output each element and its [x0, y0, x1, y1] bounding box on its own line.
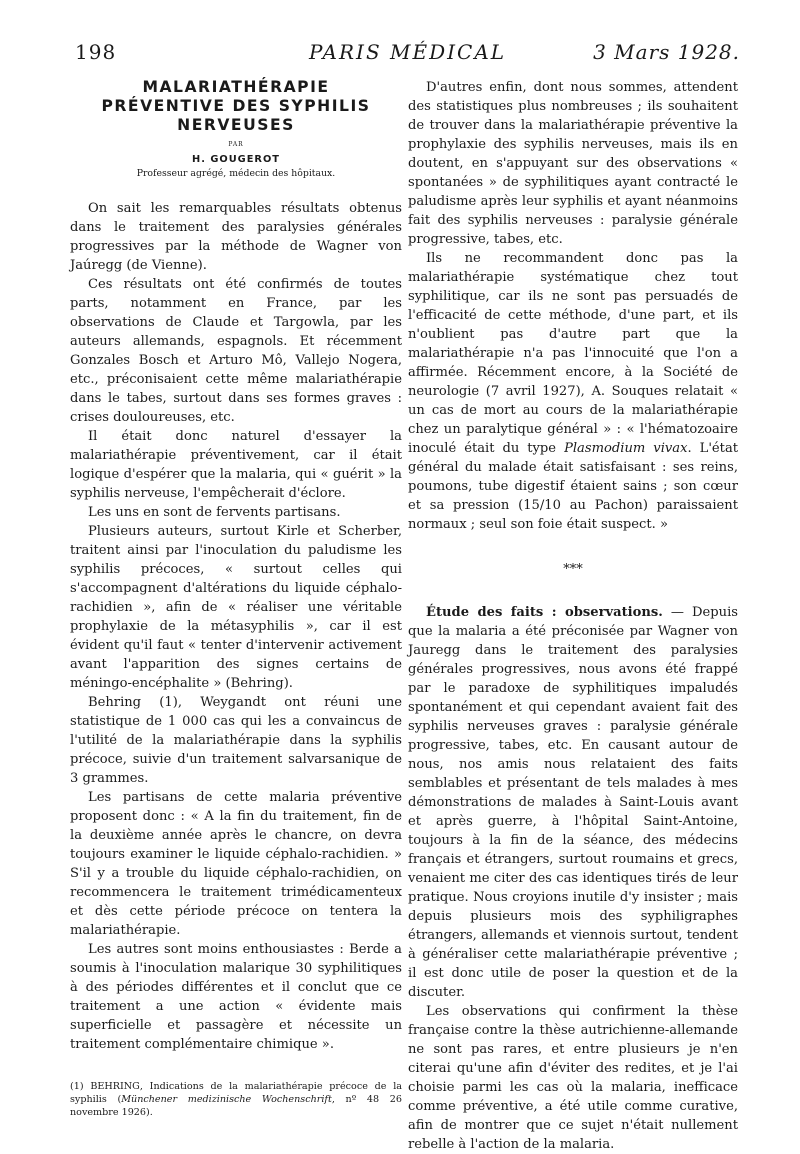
species-name: Plasmodium vivax	[564, 441, 688, 456]
author-affiliation: Professeur agrégé, médecin des hôpitaux.	[136, 168, 336, 179]
section-paragraph	[408, 603, 738, 1002]
footnote-text: , Indications de la malariathérapie précoce de la syphilis (	[70, 1081, 402, 1105]
paragraph-text: Ils ne recommandent donc pas la malariathérapie systématique chez tout syphilitique, car ils ne sont pas persuadés de l'efficacité de cette méthode, d'une part, et ils n'oublient pas d'autre part que la malariathérapie n'a pas l'innocuité que l'on a affirmée. Récemment encore, à la Société de neurologie (7 avril 1927), A. Souques relatait « un cas de mort au cours de la malariathérapie chez un paralytique général » : « l'hématozoaire inoculé était du type	[408, 251, 738, 456]
article-title	[70, 78, 402, 135]
section-separator	[408, 562, 738, 577]
right-column	[408, 78, 738, 1154]
footnote-author: BEHRING	[90, 1081, 140, 1092]
journal-title: PARIS MÉDICAL	[308, 40, 507, 64]
page-number: 198	[75, 40, 117, 64]
separator-asterisks: ***	[563, 562, 583, 577]
paragraph: Behring (1), Weygandt ont réuni une statistique de 1 000 cas qui les a convaincus de l'utilité de la malariathérapie dans la syphilis précoce, suivie d'un traitement salvarsanique de 3 grammes.	[70, 695, 402, 786]
issue-date: 3 Mars 1928.	[593, 40, 740, 64]
paragraph-text: . L'état général du malade était satisfaisant : ses reins, poumons, tube digestif étaient sains ; son cœur et sa pression (15/10 au Pachon) paraissaient normaux ; seul son foie était suspect. »	[408, 441, 739, 532]
quote-paragraph	[408, 249, 738, 534]
by-label: PAR	[228, 141, 244, 148]
title-line: NERVEUSES	[177, 116, 295, 134]
running-head	[75, 40, 740, 70]
paragraph: On sait les remarquables résultats obtenus dans le traitement des paralysies générales progressives par la méthode de Wagner von Jaúregg (de Vienne).	[70, 201, 402, 273]
title-line: MALARIATHÉRAPIE	[142, 78, 330, 96]
author-name: H. GOUGEROT	[192, 154, 280, 165]
paragraph: D'autres enfin, dont nous sommes, attendent des statistiques plus nombreuses ; ils souhaitent de trouver dans la malariathérapie préventive la prophylaxie des syphilis nerveuses, mais ils en doutent, en s'appuyant sur des observations « spontanées » de syphilitiques ayant contracté le paludisme après leur syphilis et ayant néanmoins fait des syphilis nerveuses : paralysie générale progressive, tabes, etc.	[408, 80, 738, 247]
paragraph: Les observations qui confirment la thèse française contre la thèse autrichienne-allemande ne sont pas rares, et entre plusieurs je n'en citerai qu'une afin d'éviter des redites, et je l'ai choisie parmi les cas où la malaria, inefficace comme préventive, a été utile comme curative, afin de montrer que ce sujet n'était nullement rebelle à l'action de la malaria.	[408, 1004, 738, 1152]
paragraph: Les uns en sont de fervents partisans.	[88, 505, 341, 520]
paragraph: Il était donc naturel d'essayer la malariathérapie préventivement, car il était logique d'espérer que la malaria, qui « guérit » la syphilis nerveuse, l'empêcherait d'éclore.	[70, 429, 402, 501]
paragraph-text: — Depuis que la malaria a été préconisée par Wagner von Jauregg dans le traitement des paralysies générales progressives, nous avons été frappé par le paradoxe de syphilitiques impaludés spontanément et qui cependant avaient fait des syphilis nerveuses graves : paralysie générale progressive, tabes, etc. En causant autour de nous, nos amis nous relataient des faits semblables et présentant de tels malades à mes démonstrations de malades à Saint-Louis avant et après guerre, à l'hôpital Saint-Antoine, toujours à la fin de la séance, des médecins français et étrangers, surtout roumains et grecs, venaient me citer des cas identiques tirés de leur pratique. Nous croyions inutile d'y insister ; mais depuis plusieurs mois des syphiligraphes étrangers, allemands et viennois surtout, tendent à généraliser cette malariathérapie préventive ; il est donc utile de poser la question et de la discuter.	[408, 605, 738, 1000]
paragraph: Les autres sont moins enthousiastes : Berde a soumis à l'inoculation malarique 30 syphilitiques à des périodes différentes et il conclut que ce traitement a une action « évidente mais superficielle et passagère et nécessite un traitement complémentaire chimique ».	[70, 942, 402, 1052]
paragraph: Les partisans de cette malaria préventive proposent donc : « A la fin du traitement, fin de la deuxième année après le chancre, on devra toujours examiner le liquide céphalo-rachidien. » S'il y a trouble du liquide céphalo-rachidien, on recommencera le traitement trimédicamenteux et dès cette période précoce on tentera la malariathérapie.	[70, 790, 402, 938]
footnote-journal: Münchener medizinische Wochenschrift	[121, 1094, 332, 1105]
paragraph: Plusieurs auteurs, surtout Kirle et Scherber, traitent ainsi par l'inoculation du paludisme les syphilis précoces, « surtout celles qui s'accompagnent d'altérations du liquide céphalo-rachidien », afin de « réaliser une véritable prophylaxie de la métasyphilis », car il est évident qu'il faut « tenter d'intervenir activement avant l'apparition des signes certains de méningo-encéphalite » (Behring).	[70, 524, 402, 691]
paragraph: Ces résultats ont été confirmés de toutes parts, notamment en France, par les observations de Claude et Targowla, par les auteurs allemands, espagnols. Et récemment Gonzales Bosch et Arturo Mô, Vallejo Nogera, etc., préconisaient cette même malariathérapie dans le tabes, surtout dans ses formes graves : crises douloureuses, etc.	[70, 277, 402, 425]
left-column	[70, 78, 402, 1119]
footnote	[70, 1080, 402, 1119]
footnote-marker: (1)	[70, 1081, 84, 1092]
section-heading: Étude des faits : observations.	[426, 605, 663, 620]
footnote-text: , nº 48 26 novembre 1926).	[70, 1094, 402, 1118]
title-line: PRÉVENTIVE DES SYPHILIS	[101, 97, 371, 115]
